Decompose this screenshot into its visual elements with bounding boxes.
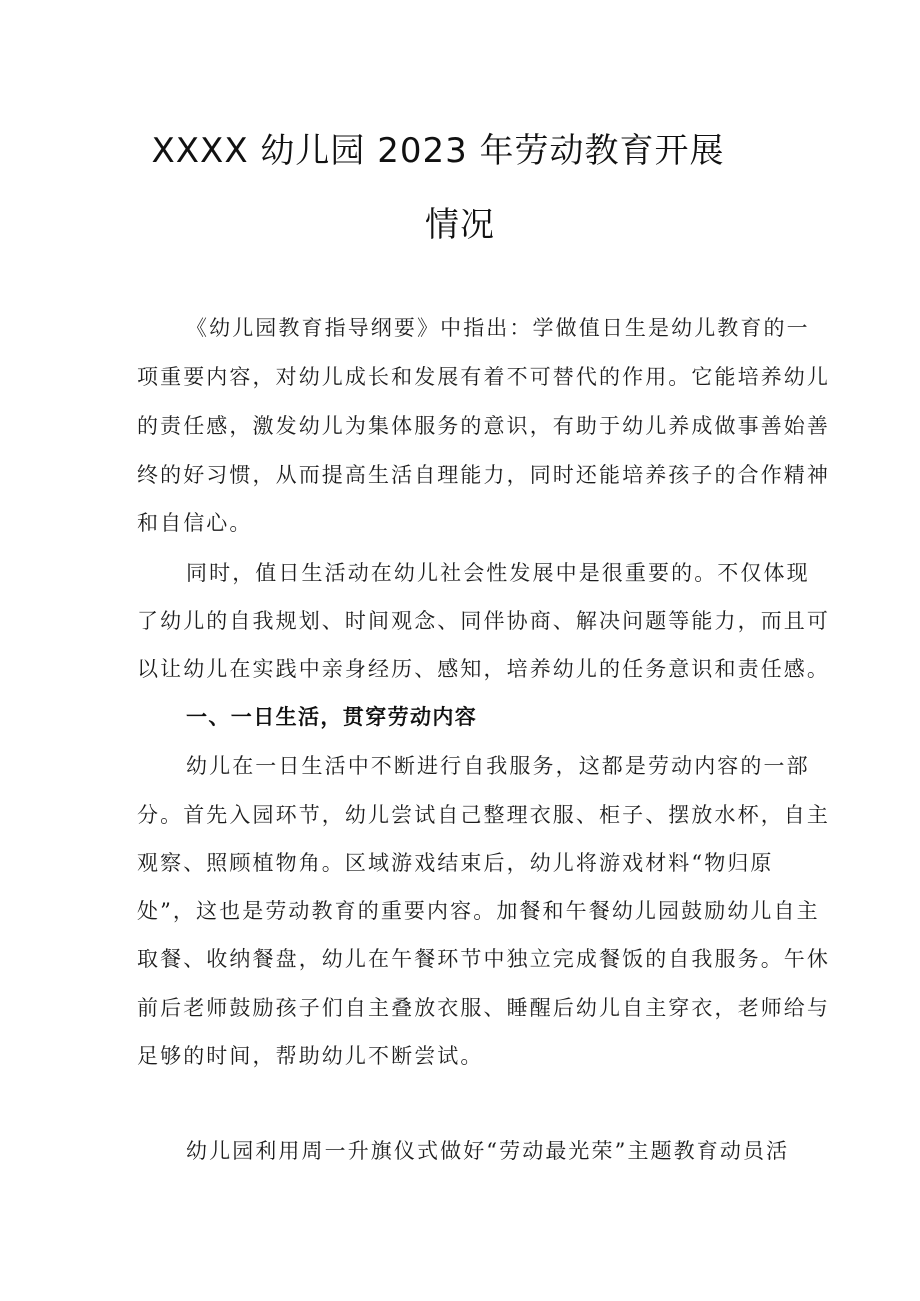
paragraph-1-line-4: 终的好习惯，从而提高生活自理能力，同时还能培养孩子的合作精神 xyxy=(137,463,830,487)
paragraph-2-line-2: 了幼儿的自我规划、时间观念、同伴协商、解决问题等能力，而且可 xyxy=(137,609,830,633)
paragraph-1-line-2: 项重要内容，对幼儿成长和发展有着不可替代的作用。它能培养幼儿 xyxy=(137,365,830,389)
paragraph-3-line-5: 取餐、收纳餐盘，幼儿在午餐环节中独立完成餐饭的自我服务。午休 xyxy=(137,947,830,971)
paragraph-3-line-4: 处”，这也是劳动教育的重要内容。加餐和午餐幼儿园鼓励幼儿自主 xyxy=(137,899,820,923)
paragraph-3-line-6: 前后老师鼓励孩子们自主叠放衣服、睡醒后幼儿自主穿衣，老师给与 xyxy=(137,996,830,1020)
paragraph-3-line-2: 分。首先入园环节，幼儿尝试自己整理衣服、柜子、摆放水杯，自主 xyxy=(137,803,830,827)
document-title-line-1: XXXX 幼儿园 2023 年劳动教育开展 xyxy=(151,131,725,171)
paragraph-4-line-1: 幼儿园利用周一升旗仪式做好“劳动最光荣”主题教育动员活 xyxy=(186,1139,790,1163)
paragraph-1-line-3: 的责任感，激发幼儿为集体服务的意识，有助于幼儿养成做事善始善 xyxy=(137,414,830,438)
paragraph-1-line-5: 和自信心。 xyxy=(137,511,253,535)
paragraph-2-line-3: 以让幼儿在实践中亲身经历、感知，培养幼儿的任务意识和责任感。 xyxy=(137,657,830,681)
paragraph-3-line-3: 观察、照顾植物角。区域游戏结束后，幼儿将游戏材料“物归原 xyxy=(137,851,774,875)
paragraph-3-line-1: 幼儿在一日生活中不断进行自我服务，这都是劳动内容的一部 xyxy=(186,754,810,778)
paragraph-2-line-1: 同时，值日生活动在幼儿社会性发展中是很重要的。不仅体现 xyxy=(186,561,810,585)
paragraph-1-line-1: 《幼儿园教育指导纲要》中指出：学做值日生是幼儿教育的一 xyxy=(186,316,810,340)
document-title-line-2: 情况 xyxy=(425,205,495,245)
paragraph-3-line-7: 足够的时间，帮助幼儿不断尝试。 xyxy=(137,1044,484,1068)
section-heading-1: 一、一日生活，贯穿劳动内容 xyxy=(186,705,478,729)
